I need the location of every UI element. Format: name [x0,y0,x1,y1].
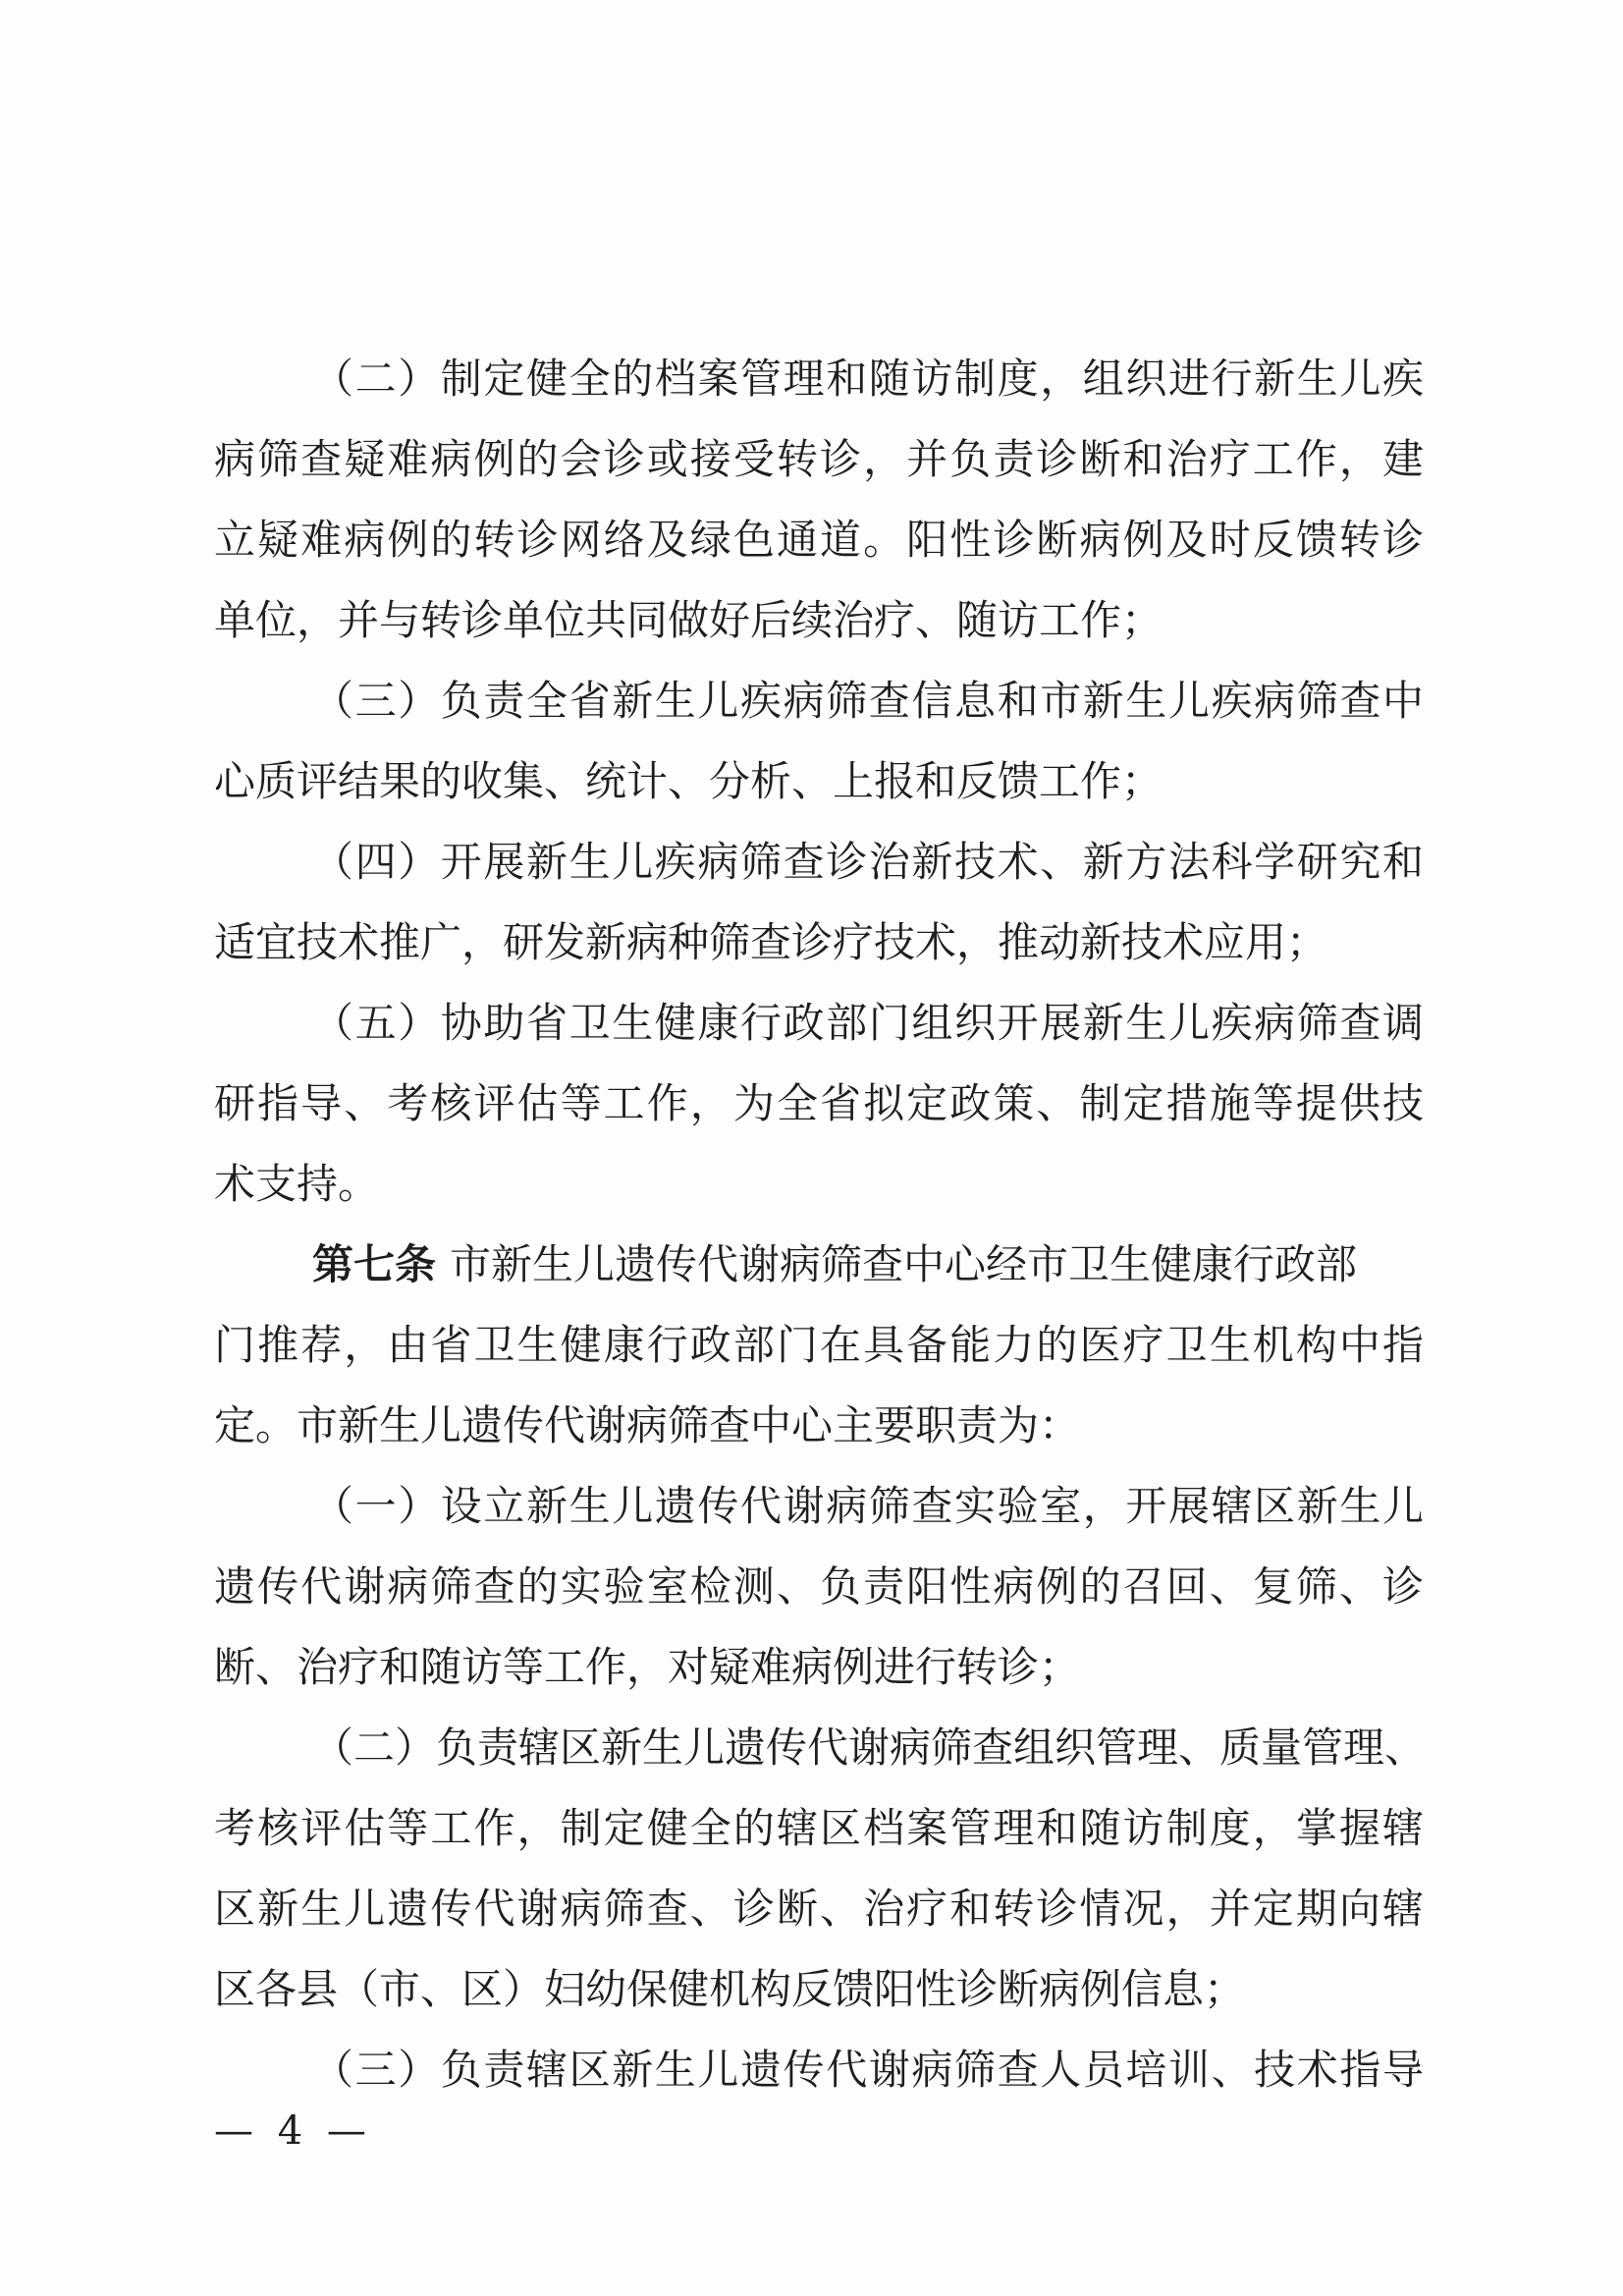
paragraph-line: 区各县（市、区）妇幼保健机构反馈阳性诊断病例信息； [214,1965,1246,2013]
paragraph-line: （二）制定健全的档案管理和随访制度，组织进行新生儿疾 [312,355,1424,403]
document-body [214,339,1427,2110]
paragraph-line: （二）负责辖区新生儿遗传代谢病筛查组织管理、质量管理、 [312,1723,1427,1772]
paragraph-line: 遗传代谢病筛查的实验室检测、负责阳性病例的召回、复筛、诊 [214,1562,1424,1611]
paragraph-line: （一）设立新生儿遗传代谢病筛查实验室，开展辖区新生儿 [312,1482,1424,1530]
paragraph-line: （三）负责辖区新生儿遗传代谢病筛查人员培训、技术指导 [312,2046,1424,2094]
paragraph-line: 心质评结果的收集、统计、分析、上报和反馈工作； [214,757,1163,805]
paragraph-line: 病筛查疑难病例的会诊或接受转诊，并负责诊断和治疗工作，建 [214,435,1424,483]
paragraph-line: 断、治疗和随访等工作，对疑难病例进行转诊； [214,1643,1081,1691]
paragraph-line: 术支持。 [214,1160,380,1208]
paragraph-line: （五）协助省卫生健康行政部门组织开展新生儿疾病筛查调 [312,999,1424,1047]
paragraph-line: 立疑难病例的转诊网络及绿色通道。阳性诊断病例及时反馈转诊 [214,516,1424,564]
paragraph-line: 研指导、考核评估等工作，为全省拟定政策、制定措施等提供技 [214,1079,1424,1127]
paragraph-line: （三）负责全省新生儿疾病筛查信息和市新生儿疾病筛查中 [312,677,1424,725]
article-heading-line [214,1225,1424,1305]
page-number: — 4 — [214,2108,372,2154]
paragraph-line: 区新生儿遗传代谢病筛查、诊断、治疗和转诊情况，并定期向辖 [214,1885,1424,1933]
paragraph-line: 考核评估等工作，制定健全的辖区档案管理和随访制度，掌握辖 [214,1804,1424,1852]
paragraph-line: 定。市新生儿遗传代谢病筛查中心主要职责为： [214,1401,1081,1449]
paragraph-line: （四）开展新生儿疾病筛查诊治新技术、新方法科学研究和 [312,838,1424,886]
paragraph-line: 单位，并与转诊单位共同做好后续治疗、随访工作； [214,596,1163,644]
article-number: 第七条 [312,1240,437,1288]
paragraph-line: 适宜技术推广，研发新病种筛查诊疗技术，推动新技术应用； [214,918,1328,966]
paragraph-line: 门推荐，由省卫生健康行政部门在具备能力的医疗卫生机构中指 [214,1321,1424,1369]
article-text: 市新生儿遗传代谢病筛查中心经市卫生健康行政部 [450,1240,1358,1288]
